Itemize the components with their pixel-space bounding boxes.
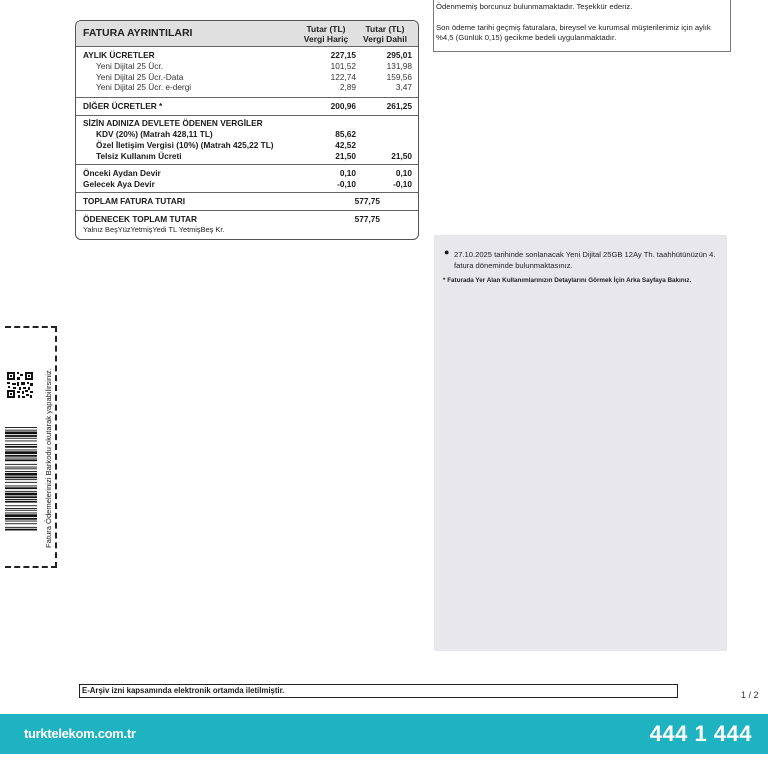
taxes-section [76,116,418,165]
footer-bar [0,714,768,754]
website-link[interactable]: turktelekom.com.tr [24,726,136,741]
other-charges-row: DİĞER ÜCRETLER * 200,96 261,25 [83,101,412,111]
tax-item: Özel İletişim Vergisi (10%) (Matrah 425,22 TL) 42,52 [96,140,356,150]
total-payable-row: ÖDENECEK TOPLAM TUTAR 577,75 [83,214,380,224]
usage-details-note: * Faturada Yer Alan Kullanımlarınızın Detaylarını Görmek İçin Arka Sayfaya Bakınız. [443,277,692,284]
commitment-text: 27.10.2025 tarihinde sonlanacak Yeni Dijital 25GB 12Ay Th. taahhütünüzün 4. fatura döneminde bulunmaktasınız. [454,250,716,270]
carry-row: Gelecek Aya Devir -0,10 -0,10 [83,179,412,189]
total-invoice-section [76,193,418,211]
column-header-excl: Tutar (TL) Vergi Hariç [303,24,349,44]
qr-code-icon [6,371,34,399]
tax-item: KDV (20%) (Matrah 428,11 TL) 85,62 [96,129,356,139]
other-charges-section [76,98,418,116]
details-title: FATURA AYRINTILARI [83,27,193,39]
notice-late-fee-text: Son ödeme tarihi geçmiş faturalara, bireysel ve kurumsal müşterilerimiz için aylık %4,5 (Günlük 0,15) gecikme bedeli uygulanmaktadır. [436,23,711,42]
line-item: Yeni Dijital 25 Ücr.-Data 122,74 159,56 [96,72,412,82]
payment-notice [433,0,731,52]
monthly-charges-section [76,48,418,98]
amount-in-words: Yalnız BeşYüzYetmişYedi TL YetmişBeş Kr. [83,225,225,234]
total-invoice-row: TOPLAM FATURA TUTARI 577,75 [83,196,380,206]
line-item: Yeni Dijital 25 Ücr. e-dergi 2,89 3,47 [96,82,412,92]
taxes-row: SİZİN ADINIZA DEVLETE ÖDENEN VERGİLER [83,118,263,128]
notice-paid-text: Ödenmemiş borcunuz bulunmamaktadır. Teşekkür ederiz. [436,2,633,11]
column-header-incl: Tutar (TL) Vergi Dahil [363,24,407,44]
bullet-icon: ● [444,247,450,257]
monthly-charges-row: AYLIK ÜCRETLER 227,15 295,01 [83,50,412,60]
invoice-details-box [75,20,419,240]
total-payable-section [76,211,418,240]
info-panel [434,235,727,651]
e-archive-notice: E-Arşiv izni kapsamında elektronik ortamda iletilmiştir. [79,684,678,698]
carry-row: Önceki Aydan Devir 0,10 0,10 [83,168,412,178]
barcode-payment-text: Fatura Ödemelerinizi Barkodu okutarak yapabilirsiniz. [44,368,53,548]
page-number: 1 / 2 [741,690,759,700]
details-header [76,21,418,47]
carry-over-section [76,165,418,193]
barcode-icon [5,427,37,531]
line-item: Yeni Dijital 25 Ücr. 101,52 131,98 [96,61,412,71]
tax-item: Telsiz Kullanım Ücreti 21,50 21,50 [96,151,412,161]
customer-phone: 444 1 444 [649,721,752,746]
